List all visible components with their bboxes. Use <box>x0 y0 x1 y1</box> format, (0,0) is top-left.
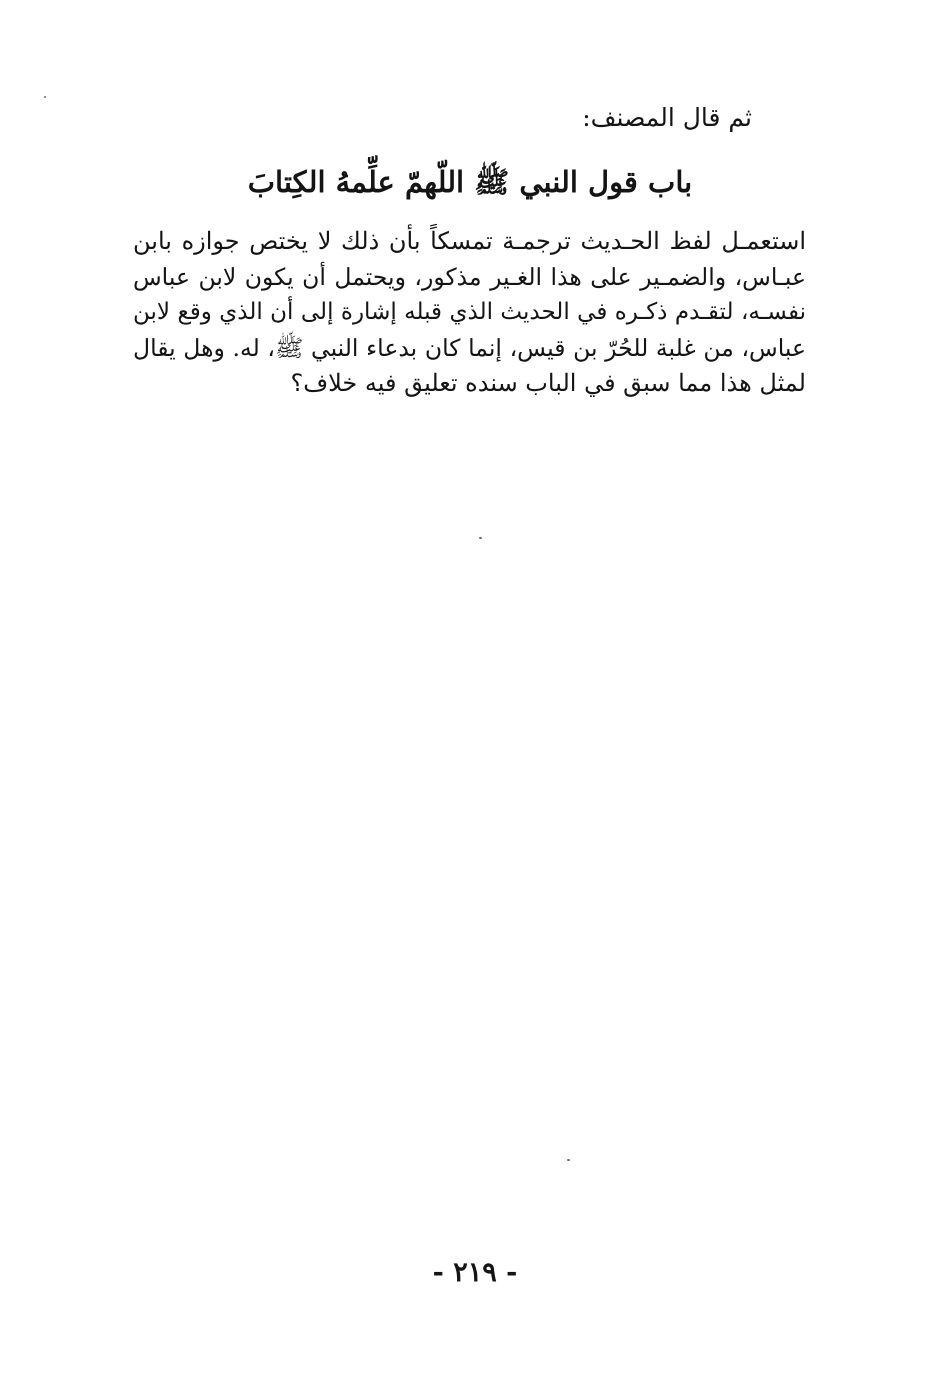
chapter-heading: باب قول النبي ﷺ اللّهمّ علِّمهُ الكِتابَ <box>247 165 693 199</box>
scan-speck <box>44 96 46 98</box>
paragraph-line-2: عبـاس، والضمـير على هذا الغـير مذكور، ويحتمل أن يكون لابن عباس <box>133 262 806 291</box>
page-number: - ٢١٩ - <box>432 1257 518 1288</box>
paragraph-line-1: استعمـل لفظ الحـديث ترجمـة تمسكاً بأن ذلك لا يختص جوازه بابن <box>133 227 806 255</box>
paragraph-line-4: عباس، من غلبة للحُرّ بن قيس، إنما كان بدعاء النبي ﷺ، له. وهل يقال <box>133 333 806 362</box>
intro-line: ثم قال المصنف: <box>582 103 752 132</box>
paragraph-line-5: لمثل هذا مما سبق في الباب سنده تعليق فيه خلاف؟ <box>290 369 806 397</box>
scan-speck <box>567 1159 570 1161</box>
scan-speck <box>479 537 482 539</box>
commentary-paragraph <box>133 224 806 402</box>
paragraph-line-3: نفسـه، لتقـدم ذكـره في الحديث الذي قبله إشارة إلى أن الذي وقع لابن <box>133 299 806 325</box>
